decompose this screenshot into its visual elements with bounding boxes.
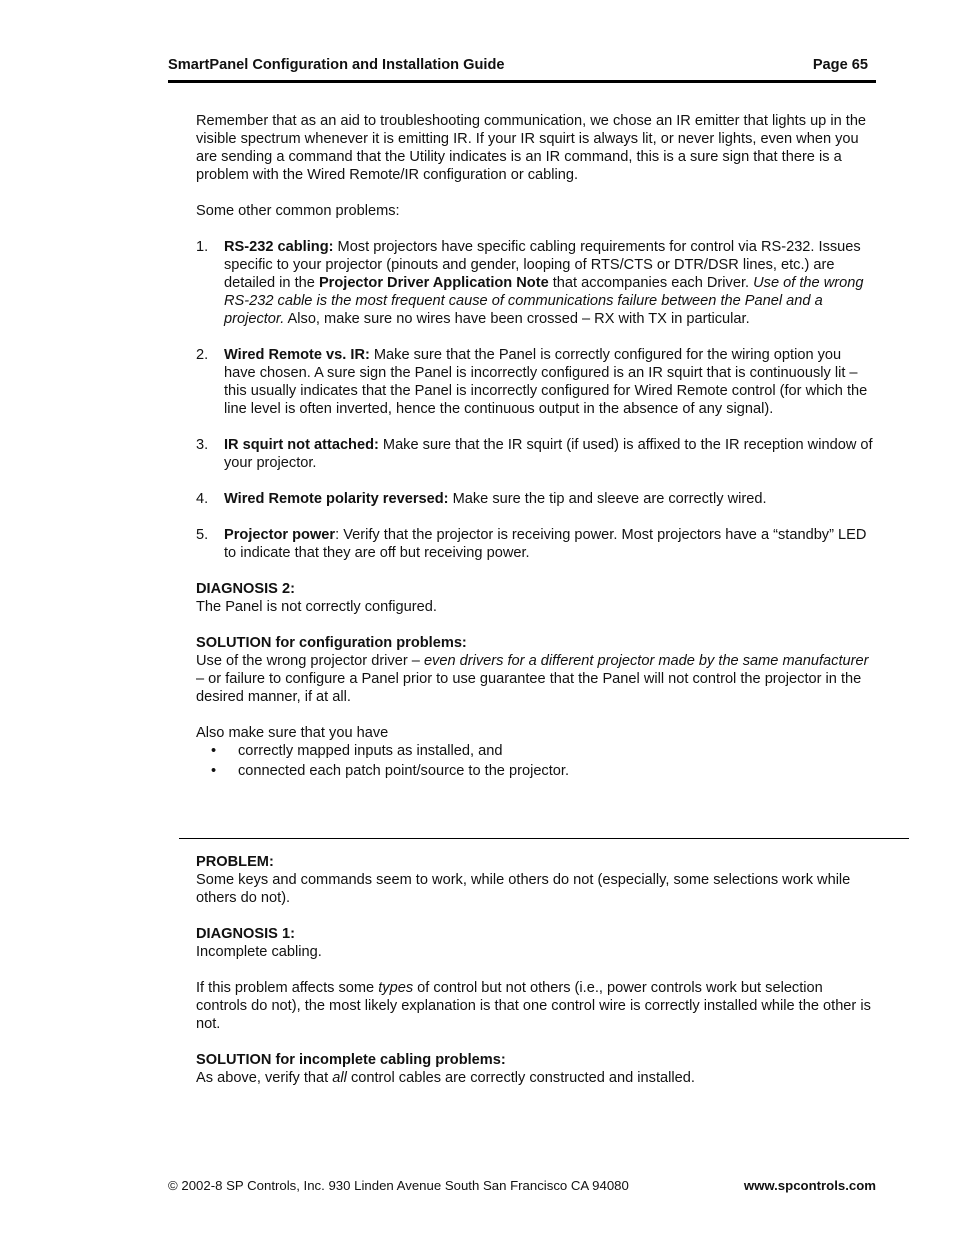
list-number: 1. xyxy=(196,239,209,255)
list-number: 2. xyxy=(196,347,209,363)
page-number: Page 65 xyxy=(812,57,868,73)
item-title: Wired Remote vs. IR: xyxy=(224,347,370,363)
page-header xyxy=(168,57,868,75)
item-title: RS-232 cabling: xyxy=(224,239,334,255)
item-title: Wired Remote polarity reversed: xyxy=(224,491,449,507)
item-text: Make sure the tip and sleeve are correctly wired. xyxy=(448,491,767,507)
explanation-text: If this problem affects some types of control but not others (i.e., power controls work but selection controls do not), the most likely explanation is that one control wire is correctly installed while the other is not. xyxy=(196,980,871,1032)
item-text: Make sure that the IR squirt (if used) is affixed to the IR reception window of your projector. xyxy=(224,437,873,471)
also-lead: Also make sure that you have xyxy=(196,725,389,741)
copyright-text: © 2002-8 SP Controls, Inc. 930 Linden Avenue South San Francisco CA 94080 xyxy=(168,1178,629,1193)
item-text: Most projectors have specific cabling requirements for control via RS-232. Issues specific to your projector (pinouts and gender, looping of RTS/CTS or DTR/DSR lines, etc.) are detailed in the xyxy=(224,239,861,291)
item-text: : Verify that the projector is receiving power. Most projectors have a “standby” LED to indicate that they are off but receiving power. xyxy=(224,527,867,561)
solution-config-heading: SOLUTION for configuration problems: xyxy=(196,635,467,651)
diagnosis1-heading: DIAGNOSIS 1: xyxy=(196,926,295,942)
main-content xyxy=(196,112,876,781)
list-item xyxy=(196,436,876,472)
item-title: Projector power xyxy=(224,527,336,543)
bullet-icon: • xyxy=(211,743,217,759)
list-number: 4. xyxy=(196,491,209,507)
problem-text: Some keys and commands seem to work, while others do not (especially, some selections work while others do not). xyxy=(196,872,851,906)
list-item xyxy=(196,238,876,328)
bullet-text: connected each patch point/source to the projector. xyxy=(238,762,570,779)
solution-cabling-heading: SOLUTION for incomplete cabling problems: xyxy=(196,1052,506,1068)
solution-config-text: Use of the wrong projector driver – even drivers for a different projector made by the same manufacturer – or failure to configure a Panel prior to use guarantee that the Panel will not control the projector in the desired manner, if at all. xyxy=(196,653,869,705)
item-text: that accompanies each Driver. xyxy=(548,275,754,291)
list-item xyxy=(196,490,876,508)
item-italic: Use of the wrong RS-232 cable is the most frequent cause of communications failure between the Panel and a projector. xyxy=(224,275,864,327)
list-number: 5. xyxy=(196,527,209,543)
bullet-text: correctly mapped inputs as installed, and xyxy=(238,743,503,759)
bullet-item xyxy=(196,762,876,782)
intro-paragraph: Remember that as an aid to troubleshooting communication, we chose an IR emitter that lights up in the visible spectrum whenever it is emitting IR. If your IR squirt is always lit, or never lights, even when you are sending a command that the Utility indicates is an IR command, this is a sure sign that there is a problem with the Wired Remote/IR configuration or cabling. xyxy=(196,113,867,183)
page-footer xyxy=(168,1178,876,1196)
diagnosis2-text: The Panel is not correctly configured. xyxy=(196,599,437,615)
list-number: 3. xyxy=(196,437,209,453)
solution-cabling-text: As above, verify that all control cables are correctly constructed and installed. xyxy=(196,1070,695,1086)
website-url: www.spcontrols.com xyxy=(743,1178,876,1193)
diagnosis2-heading: DIAGNOSIS 2: xyxy=(196,581,295,597)
document-title: SmartPanel Configuration and Installation Guide xyxy=(168,57,505,73)
list-item xyxy=(196,526,876,562)
header-rule xyxy=(168,80,876,83)
section-divider xyxy=(179,838,909,839)
bullet-icon: • xyxy=(211,762,217,779)
problem-heading: PROBLEM: xyxy=(196,854,274,870)
item-text: Also, make sure no wires have been crossed – RX with TX in particular. xyxy=(284,311,750,327)
item-text: Make sure that the Panel is correctly configured for the wiring option you have chosen. A sure sign the Panel is incorrectly configured is an IR squirt that is continuously lit – this usually indicates that the Panel is incorrectly configured for Wired Remote control (for which the line level is often inverted, hence the continuous output in the absence of any signal). xyxy=(224,347,868,417)
item-title: IR squirt not attached: xyxy=(224,437,379,453)
second-section xyxy=(196,853,876,1087)
item-bold: Projector Driver Application Note xyxy=(318,275,549,291)
bullet-item xyxy=(196,742,876,762)
list-item xyxy=(196,346,876,418)
diagnosis1-text: Incomplete cabling. xyxy=(196,944,322,960)
intro-lead: Some other common problems: xyxy=(196,203,400,219)
